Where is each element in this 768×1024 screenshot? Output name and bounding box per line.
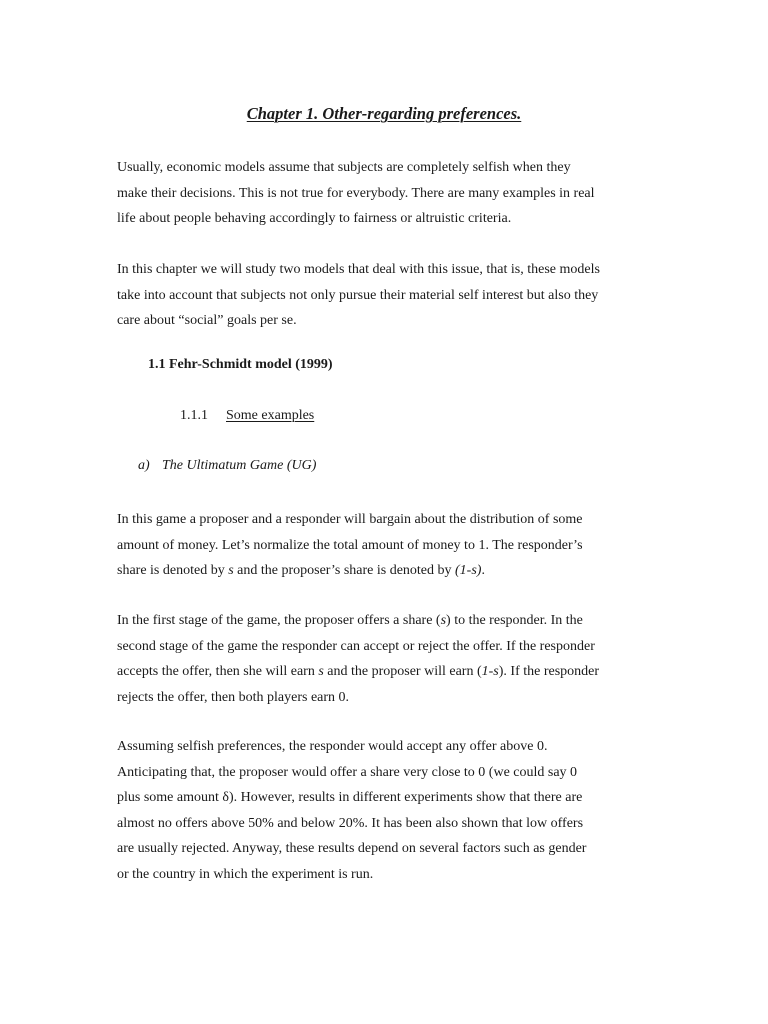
chapter-overview-paragraph <box>117 257 657 334</box>
paragraph-line <box>117 558 657 584</box>
paragraph-line: are usually rejected. Anyway, these results depend on several factors such as gender <box>117 841 587 856</box>
subsection-label: Some examples <box>226 408 315 423</box>
paragraph-line: Anticipating that, the proposer would offer a share very close to 0 (we could say 0 <box>117 764 578 780</box>
paragraph-line: take into account that subjects not only pursue their material self interest but also they <box>117 287 599 303</box>
subsection-heading-1-1-1 <box>180 408 314 424</box>
variable-1-minus-s: 1-s <box>481 664 499 679</box>
text-run: In the first stage of the game, the proposer offers a share ( <box>117 613 441 628</box>
ultimatum-game-description <box>117 507 657 584</box>
experimental-results-paragraph <box>117 734 657 887</box>
text-run: and the proposer will earn ( <box>323 664 482 679</box>
paragraph-line: plus some amount δ). However, results in different experiments show that there are <box>117 790 583 805</box>
paragraph-line: care about “social” goals per se. <box>117 313 297 328</box>
variable-s: s <box>228 563 234 578</box>
section-heading-1-1: 1.1 Fehr-Schmidt model (1999) <box>148 357 333 372</box>
variable-s: s <box>440 613 447 628</box>
text-run: and the proposer’s share is denoted by <box>233 563 456 578</box>
paragraph-line: make their decisions. This is not true for everybody. There are many examples in real <box>117 185 595 201</box>
variable-s: s <box>318 664 324 679</box>
list-item-label: The Ultimatum Game (UG) <box>162 458 317 473</box>
game-stages-paragraph <box>117 608 657 710</box>
paragraph-line: Usually, economic models assume that subjects are completely selfish when they <box>117 160 571 175</box>
variable-1-minus-s: (1-s) <box>455 563 482 578</box>
paragraph-line: In this game a proposer and a responder will bargain about the distribution of some <box>117 512 583 527</box>
chapter-title: Chapter 1. Other-regarding preferences. <box>246 104 522 123</box>
text-run: accepts the offer, then she will earn <box>117 664 319 679</box>
paragraph-line: Assuming selfish preferences, the responder would accept any offer above 0. <box>117 739 548 754</box>
paragraph-line: rejects the offer, then both players earn 0. <box>117 689 350 705</box>
paragraph-line <box>117 608 657 634</box>
paragraph-line: In this chapter we will study two models that deal with this issue, that is, these models <box>117 262 600 277</box>
paragraph-line: life about people behaving accordingly to fairness or altruistic criteria. <box>117 211 512 226</box>
paragraph-line: amount of money. Let’s normalize the total amount of money to 1. The responder’s <box>117 537 583 553</box>
text-run: share is denoted by <box>117 563 229 578</box>
text-run: . <box>481 563 485 578</box>
list-item-heading-a <box>138 458 316 474</box>
paragraph-line: second stage of the game the responder can accept or reject the offer. If the responder <box>117 638 595 654</box>
text-run: ) to the responder. In the <box>446 613 583 628</box>
list-marker: a) <box>138 458 150 473</box>
text-run: ). If the responder <box>498 664 600 679</box>
paragraph-line: almost no offers above 50% and below 20%. It has been also shown that low offers <box>117 815 584 831</box>
subsection-number: 1.1.1 <box>180 408 208 423</box>
paragraph-line: or the country in which the experiment is run. <box>117 866 374 882</box>
paragraph-line <box>117 659 657 685</box>
intro-paragraph <box>117 155 657 232</box>
